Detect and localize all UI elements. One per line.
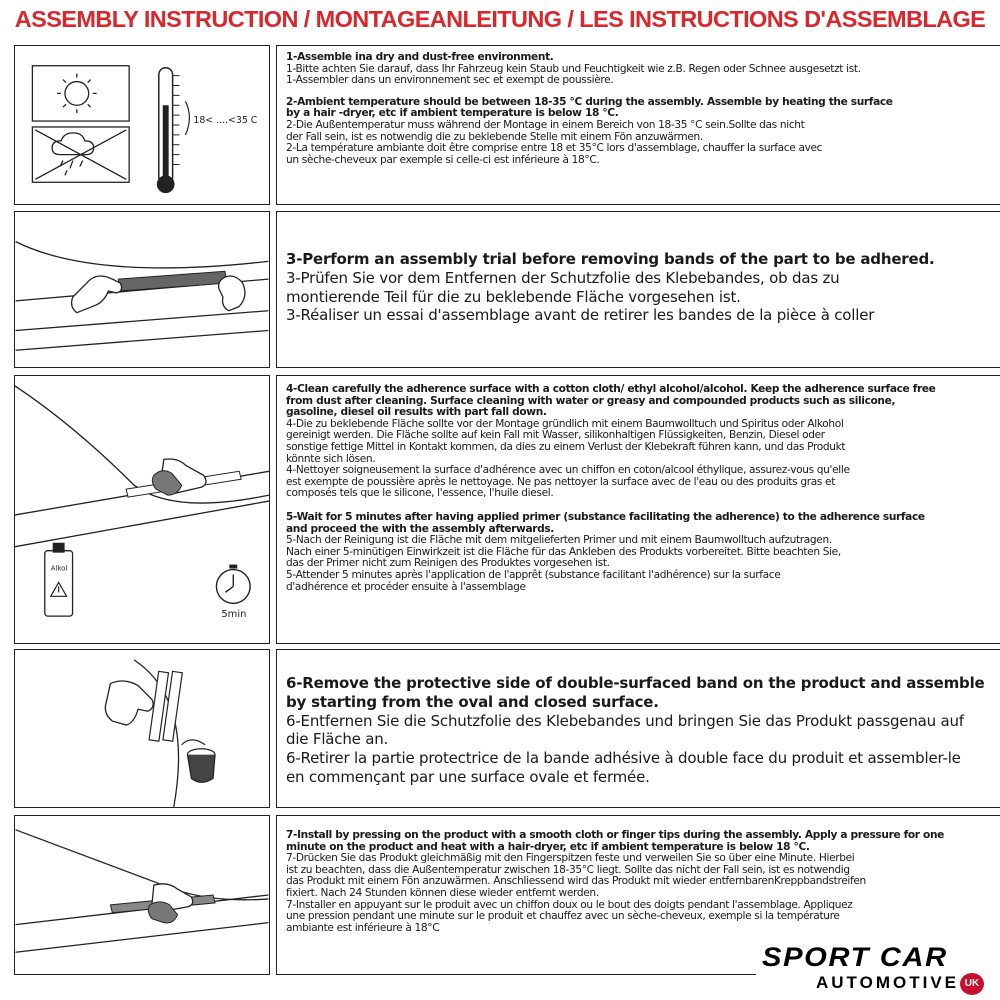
step6-fr-text: 6-Retirer la partie protectrice de la bande adhésive à double face du produit et assembler-le en commençant par une surface ovale et fermée. (286, 749, 961, 786)
step-row-3 (14, 211, 990, 368)
step4-de-text: 4-Die zu beklebende Fläche sollte vor der Montage gründlich mit einem Baumwolltuch und Spiritus oder Alkohol gereinigt werden. Die Fläche sollte auf kein Fall mit Wasser, silikonhaltigen Flüssigkeiten, Benzin, Diesel oder sonstige fettige Mittel in Kontakt kommen, da dies zu einem Verlust der Klebekraft führen kann, und das Produkt könnte sich lösen. (286, 417, 846, 465)
pressing-illustration (14, 815, 270, 975)
step7-de-text: 7-Drücken Sie das Produkt gleichmäßig mit den Fingerspitzen feste und verweilen Sie so über eine Minute. Hierbei ist zu beachten, dass die Außentemperatur zwischen 18-35°C liegt. Sollte das nicht der Fall sein, ist es notwendig das Produkt mit einem Fön anzuwärmen. Anschliessend wird das Produkt mit wieder entfernbarenKreppbandstreifen fixiert. Nach 24 Stunden können diese wieder entfernt werden. (286, 852, 866, 899)
door-sill-strip (118, 271, 227, 291)
step-4-5-text-panel (276, 375, 1000, 644)
step3-de-text: 3-Prüfen Sie vor dem Entfernen der Schutzfolie des Klebebandes, ob das zu montierende Teil für die zu beklebende Fläche vorgesehen ist. (286, 268, 840, 306)
logo-line-2: AUTOMOTIVE (816, 973, 960, 992)
step5-de-text: 5-Nach der Reinigung ist die Fläche mit dem mitgelieferten Primer und mit einem Baumwolltuch aufzutragen. Nach einer 5-minütigen Einwirkzeit ist die Fläche für das Ankleben des Produkts vorbereitet. Bitte beachten Sie, das der Primer nicht zum Reinigen des Produktes vorgesehen ist. (286, 534, 841, 570)
right-hand-icon (219, 276, 245, 311)
logo-line-1: SPORT CAR (762, 942, 948, 972)
assembly-trial-illustration (14, 211, 270, 368)
sun-icon (57, 74, 96, 114)
environment-illustration (14, 45, 270, 205)
step1-de-text: 1-Bitte achten Sie darauf, dass Ihr Fahrzeug kein Staub und Feuchtigkeit wie z.B. Regen oder Schnee ausgesetzt ist. (286, 62, 861, 75)
step4-fr-text: 4-Nettoyer soigneusement la surface d'adhérence avec un chiffon en coton/alcool éthylique, assurez-vous qu'elle est exempte de poussière après le nettoyage. Ne pas nettoyer la surface avec de l'eau ou des produits gras et composés tels que le silicone, l'essence, l'huile diesel. (286, 464, 850, 500)
tape-strip-icon (149, 671, 182, 741)
step6-de-text: 6-Entfernen Sie die Schutzfolie des Klebebandes und bringen Sie das Produkt passgenau auf die Fläche an. (286, 711, 964, 749)
uk-badge: UK (960, 973, 984, 995)
step6-en-text: 6-Remove the protective side of double-surfaced band on the product and assemble by starting from the oval and closed surface. (286, 674, 985, 711)
step3-fr-text: 3-Réaliser un essai d'assemblage avant de retirer les bandes de la pièce à coller (286, 306, 875, 325)
sun-panel (32, 66, 129, 121)
timer-icon (216, 565, 250, 621)
step-3-text-panel (276, 211, 1000, 368)
left-hand-icon (72, 276, 122, 313)
timer-label: 5min (221, 609, 247, 621)
step4-en-text: 4-Clean carefully the adherence surface with a cotton cloth/ ethyl alcohol/alcohol. Keep the adherence surface free from dust after cleaning. Surface cleaning with water or greasy and compounded products such as silicone, gasoline, diesel oil results with part fall down. (286, 383, 936, 419)
step7-en-text: 7-Install by pressing on the product with a smooth cloth or finger tips during the assembly. Apply a pressure for one minute on the product and heat with a hair-dryer, etc if ambient temperature is below 18 °C. (286, 829, 944, 853)
temperature-range-label: 18< ....<35 C (193, 115, 258, 127)
tape-roll-icon (181, 740, 215, 782)
step1-fr-text: 1-Assembler dans un environnement sec et exempt de poussière. (286, 74, 614, 87)
step5-en-text: 5-Wait for 5 minutes after having applied primer (substance facilitating the adherence) to the adherence surface and proceed the with the assembly afterwards. (286, 510, 925, 535)
step2-fr-text: 2-La température ambiante doit être comprise entre 18 et 35°C lors d'assemblage, chauffer la surface avec un sèche-cheveux par exemple si celle-ci est inférieure à 18°C. (286, 142, 823, 166)
step5-fr-text: 5-Attender 5 minutes après l'application de l'apprêt (substance facilitant l'adhérence) sur la surface d'adhérence et procéder ensuite à l'assemblage (286, 568, 781, 593)
step2-de-text: 2-Die Außentemperatur muss während der Montage in einem Bereich von 18-35 °C sein.Sollte das nicht der Fall sein, ist es notwendig die zu beklebende Stelle mit einem Fön anzuwärmen. (286, 118, 805, 143)
alcohol-bottle-icon (45, 543, 73, 616)
thermometer-icon (157, 68, 190, 193)
rain-cloud-icon (35, 130, 126, 179)
cleaning-illustration (14, 375, 270, 644)
step-6-text-panel (276, 649, 1000, 808)
step3-en-text: 3-Perform an assembly trial before removing bands of the part to be adhered. (286, 250, 935, 268)
step2-en-text: 2-Ambient temperature should be between 18-35 °C during the assembly. Assemble by heating the surface by a hair -dryer, etc if ambient temperature is below 18 °C. (286, 95, 893, 120)
step7-fr-text: 7-Installer en appuyant sur le produit avec un chiffon doux ou le bout des doigts pendant l'assemblage. Appliquez une pression pendant une minute sur le produit et chauffez avec un sèche-cheveux, exemple si la température ambiante est inférieure à 18°C (286, 898, 853, 934)
brand-logo (756, 940, 1000, 1000)
step-row-6 (14, 649, 990, 808)
bottle-label: Alkol (50, 564, 68, 573)
step1-en-text: 1-Assemble ina dry and dust-free environment. (286, 51, 554, 63)
remove-tape-illustration (14, 649, 270, 808)
step-1-2-text-panel (276, 45, 1000, 205)
step-row-4-5 (14, 375, 990, 644)
page-title: ASSEMBLY INSTRUCTION / MONTAGEANLEITUNG / LES INSTRUCTIONS D'ASSEMBLAGE (14, 6, 986, 32)
step-row-1-2 (14, 45, 990, 205)
peeling-hand-icon (105, 681, 153, 725)
